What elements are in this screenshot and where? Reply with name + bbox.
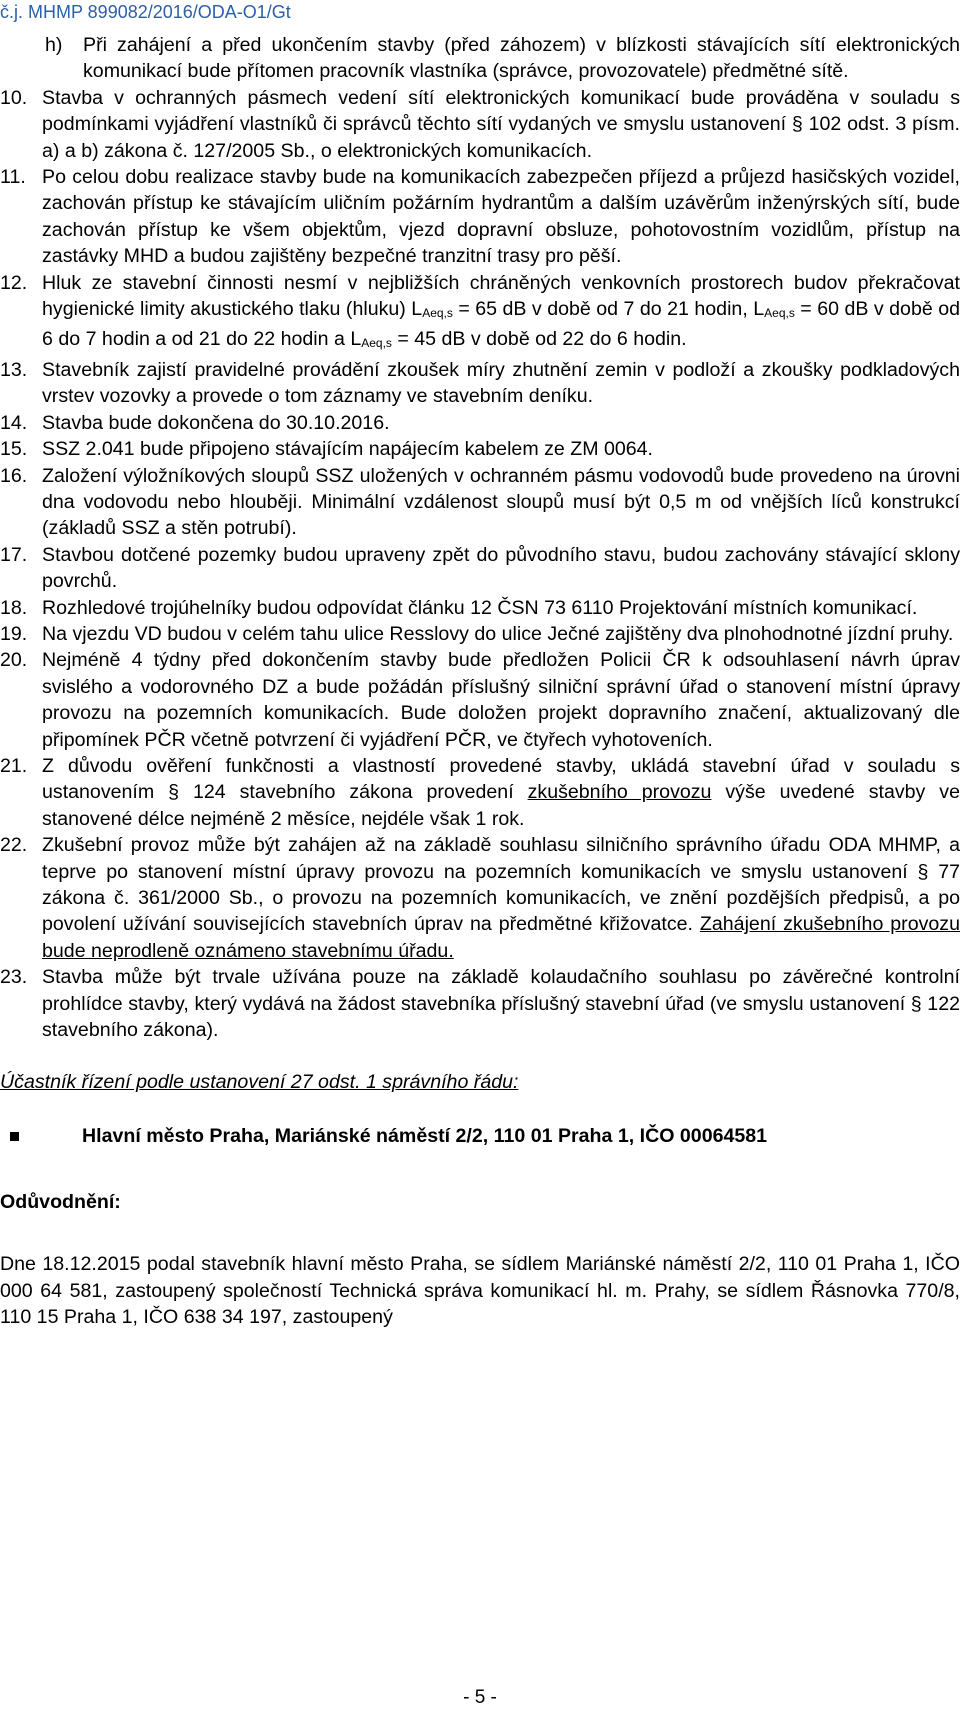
item-text: Stavebník zajistí pravidelné provádění zkoušek míry zhutnění zemin v podloží a zkoušky podkladových vrstev vozovky a provede o tom záznamy ve stavebním deníku. xyxy=(42,358,960,408)
item-text: Stavba bude dokončena do 30.10.2016. xyxy=(42,411,390,434)
item-text: Hluk ze stavební činnosti nesmí v nejbližších chráněných venkovních prostorech budov překračovat hygienické limity akustického tlaku (hluku) $L_{Aeq,s} = 65$ dB v době od 7 do 21 hodin, $L_{Aeq,s} = 60$ dB v době od 6 do 7 hodin a od 21 do 22 hodin a $L_{Aeq,s} = 45$ dB v době od 22 do 6 hodin. xyxy=(42,271,960,351)
item-number: 12. xyxy=(0,271,28,294)
underlined-phrase: zkušebního provozu xyxy=(527,781,712,804)
item-text: Po celou dobu realizace stavby bude na komunikacích zabezpečen příjezd a průjezd hasičských vozidel, zachován přístup ke stávajícím uličním požárním hydrantům a dalším uzávěrům inženýrských sítí, bude zachován přístup ke všem objektům, vjezd dopravní obsluze, pohotovostním vozidlům, přístup na zastávky MHD a budou zajištěny bezpečné tranzitní trasy pro pěší. xyxy=(42,166,960,268)
item-text: SSZ 2.041 bude připojeno stávajícím napájecím kabelem ze ZM 0064. xyxy=(42,438,654,461)
document-reference: č.j. MHMP 899082/2016/ODA-O1/Gt xyxy=(0,2,291,22)
item-number: 14. xyxy=(0,411,28,434)
condition-item-10 xyxy=(0,85,960,164)
item-number: 20. xyxy=(0,649,28,672)
item-text: Zkušební provoz může být zahájen až na základě souhlasu silničního správního úřadu ODA MHMP, a teprve po stanovení místní úpravy provozu na pozemních komunikacích ve smyslu ustanovení § 77 zákona č. 361/2000 Sb., o provozu na pozemních komunikacích, ve znění pozdějších předpisů, a po povolení užívání souvisejících stavebních úprav na předmětné křižovatce. Zahájení zkušebního provozu bude neprodleně oznámeno stavebnímu úřadu. xyxy=(42,834,960,962)
item-text: Stavbou dotčené pozemky budou upraveny zpět do původního stavu, budou zachovány stávající sklony povrchů. xyxy=(42,543,960,593)
condition-item-h xyxy=(45,32,960,85)
participants-heading: Účastník řízení podle ustanovení 27 odst. 1 správního řádu: xyxy=(0,1071,519,1094)
page-number: - 5 - xyxy=(463,1687,497,1708)
bullet-square-icon xyxy=(10,1132,19,1141)
participant-item xyxy=(0,1123,960,1149)
condition-item-20 xyxy=(0,647,960,753)
item-number: 13. xyxy=(0,358,28,381)
item-number: 21. xyxy=(0,754,28,777)
item-number: 17. xyxy=(0,543,28,566)
condition-item-15 xyxy=(0,436,960,462)
underlined-phrase: Zahájení zkušebního provozu bude neprodleně oznámeno stavebnímu úřadu. xyxy=(42,913,960,962)
condition-item-19 xyxy=(0,621,960,647)
document-body xyxy=(0,32,960,1331)
condition-item-11 xyxy=(0,164,960,270)
item-number: 10. xyxy=(0,86,28,109)
item-text: Na vjezdu VD budou v celém tahu ulice Resslovy do ulice Ječné zajištěny dva plnohodnotné jízdní pruhy. xyxy=(42,622,954,645)
item-number: 19. xyxy=(0,622,28,645)
item-text: Stavba v ochranných pásmech vedení sítí elektronických komunikací bude prováděna v souladu s podmínkami vyjádření vlastníků či správců těchto sítí vydaných ve smyslu ustanovení § 102 odst. 3 písm. a) a b) zákona č. 127/2005 Sb., o elektronických komunikacích. xyxy=(42,86,960,162)
item-number: 18. xyxy=(0,596,28,619)
item-number: 16. xyxy=(0,464,28,487)
participant-text: Hlavní město Praha, Mariánské náměstí 2/2, 110 01 Praha 1, IČO 00064581 xyxy=(82,1125,768,1148)
item-text: Stavba může být trvale užívána pouze na základě kolaudačního souhlasu po závěrečné kontrolní prohlídce stavby, který vydává na žádost stavebníka příslušný stavební úřad (ve smyslu ustanovení § 122 stavebního zákona). xyxy=(42,966,960,1042)
reasoning-heading: Odůvodnění: xyxy=(0,1191,121,1214)
condition-item-21 xyxy=(0,753,960,832)
item-number: 15. xyxy=(0,438,28,461)
item-number: 22. xyxy=(0,834,28,857)
item-text: Rozhledové trojúhelníky budou odpovídat článku 12 ČSN 73 6110 Projektování místních komunikací. xyxy=(42,596,918,619)
condition-item-12 xyxy=(0,270,960,357)
item-number: h) xyxy=(45,34,63,56)
item-text: Z důvodu ověření funkčnosti a vlastností provedené stavby, ukládá stavební úřad v souladu s ustanovením § 124 stavebního zákona provedení zkušebního provozu výše uvedené stavby ve stanovené délce nejméně 2 měsíce, nejdéle však 1 rok. xyxy=(42,754,960,830)
condition-item-18 xyxy=(0,595,960,621)
item-number: 11. xyxy=(0,166,26,189)
item-number: 23. xyxy=(0,966,28,989)
condition-item-16 xyxy=(0,463,960,542)
item-text: Založení výložníkových sloupů SSZ uložených v ochranném pásmu vodovodů bude provedeno na úrovni dna vodovodu nebo hlouběji. Minimální vzdálenost sloupů musí být 0,5 m od vnějších líců konstrukcí (základů SSZ a stěn potrubí). xyxy=(42,464,960,540)
item-text: Nejméně 4 týdny před dokončením stavby bude předložen Policii ČR k odsouhlasení návrh úprav svislého a vodorovného DZ a bude požádán příslušný silniční správní úřad o stanovení místní úpravy provozu na pozemních komunikacích. Bude doložen projekt dopravního značení, aktualizovaný dle připomínek PČR včetně potvrzení či vyjádření PČR, ve čtyřech vyhotoveních. xyxy=(42,649,960,751)
condition-item-14 xyxy=(0,410,960,436)
condition-item-22 xyxy=(0,832,960,964)
reasoning-paragraph: Dne 18.12.2015 podal stavebník hlavní město Praha, se sídlem Mariánské náměstí 2/2, 110 01 Praha 1, IČO 000 64 581, zastoupený společností Technická správa komunikací hl. m. Prahy, se sídlem Řásnovka 770/8, 110 15 Praha 1, IČO 638 34 197, zastoupený xyxy=(0,1253,960,1329)
condition-item-13 xyxy=(0,357,960,410)
condition-item-23 xyxy=(0,964,960,1043)
condition-item-17 xyxy=(0,542,960,595)
item-text: Při zahájení a před ukončením stavby (před záhozem) v blízkosti stávajících sítí elektronických komunikací bude přítomen pracovník vlastníka (správce, provozovatele) předmětné sítě. xyxy=(83,34,960,83)
